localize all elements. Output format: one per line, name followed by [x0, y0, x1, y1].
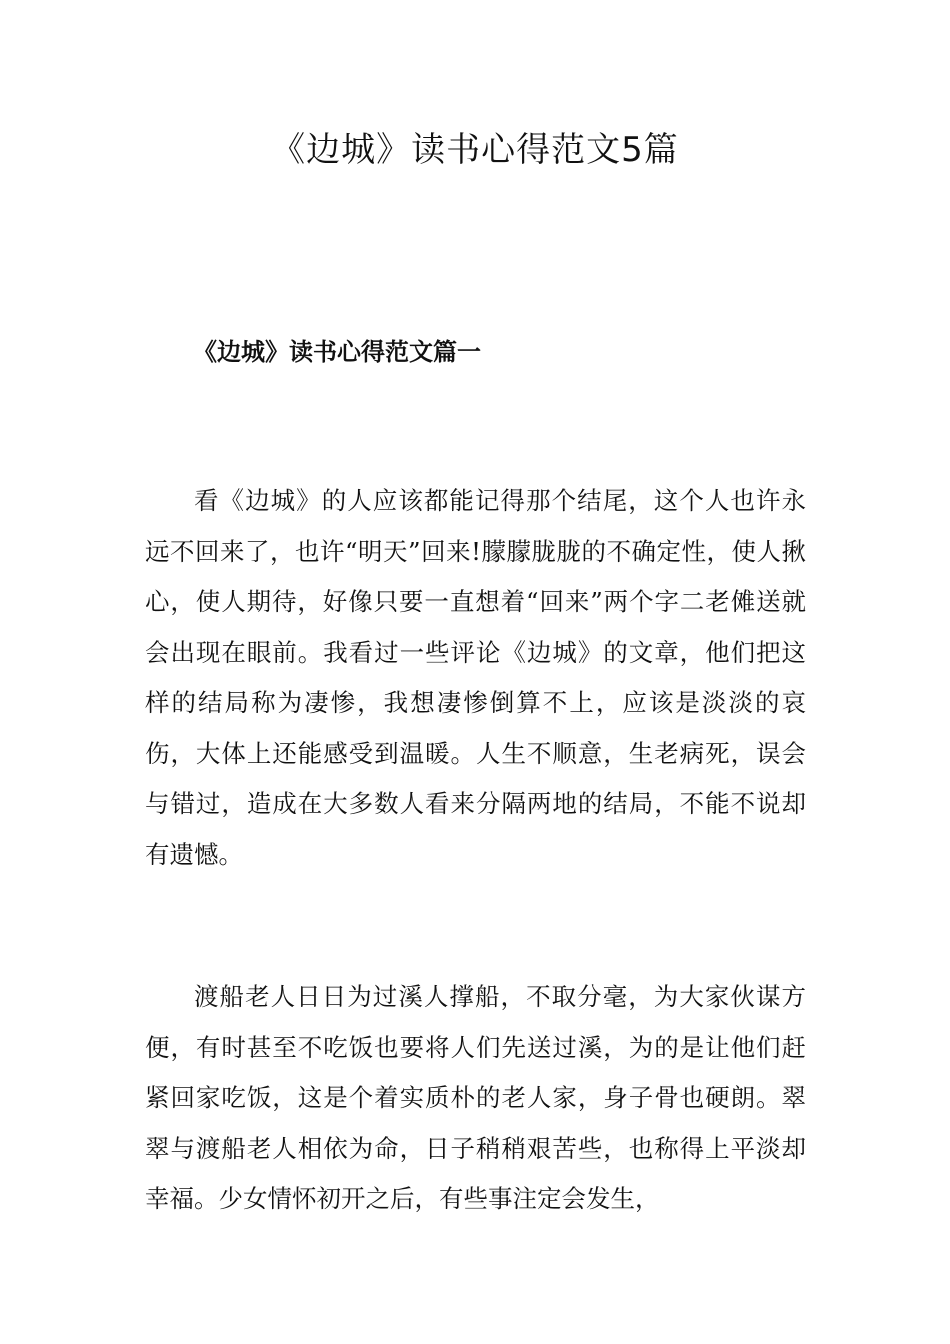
- document-title: 《边城》读书心得范文5篇: [271, 130, 679, 170]
- paragraph: 渡船老人日日为过溪人撑船，不取分毫，为大家伙谋方便，有时甚至不吃饭也要将人们先送过溪，为的是让他们赶紧回家吃饭，这是个着实质朴的老人家，身子骨也硬朗。翠翠与渡船老人相依为命，日子稍稍艰苦些，也称得上平淡却幸福。少女情怀初开之后，有些事注定会发生，: [145, 982, 806, 1213]
- paragraph: 看《边城》的人应该都能记得那个结尾，这个人也许永远不回来了，也许“明天”回来!朦朦胧胧的不确定性，使人揪心，使人期待，好像只要一直想着“回来”两个字二老傩送就会出现在眼前。我看过一些评论《边城》的文章，他们把这样的结局称为凄惨，我想凄惨倒算不上，应该是淡淡的哀伤，大体上还能感受到温暖。人生不顺意，生老病死，误会与错过，造成在大多数人看来分隔两地的结局，不能不说却有遗憾。: [145, 486, 806, 869]
- section-heading: 《边城》读书心得范文篇一: [193, 337, 481, 366]
